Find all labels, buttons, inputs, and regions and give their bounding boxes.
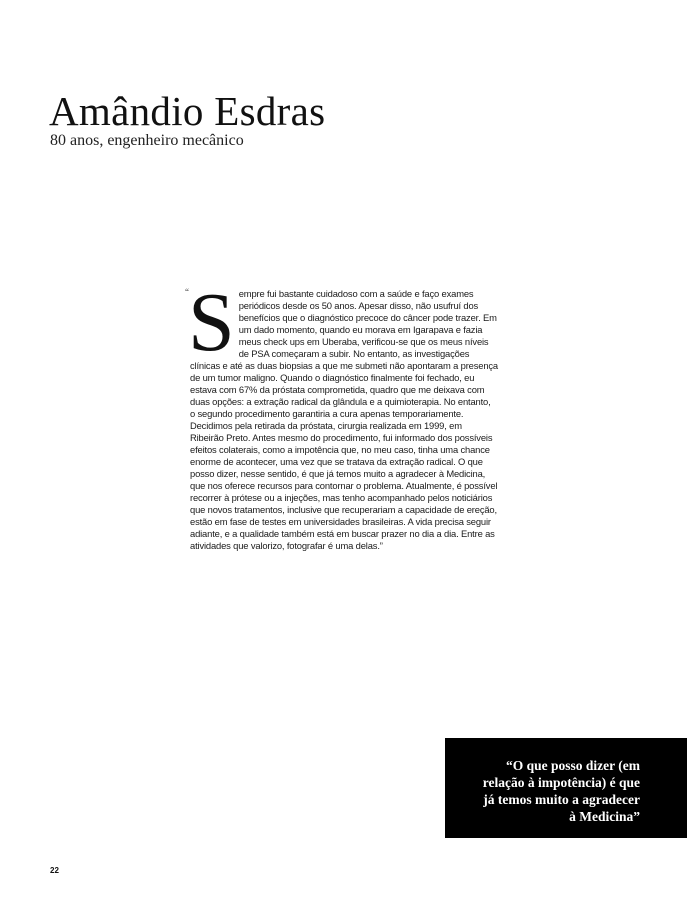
pull-quote-text: [480, 757, 640, 825]
pull-quote-content: “O que posso dizer (em relação à impotência) é que já temos muito a agradecer à Medicina”: [482, 758, 640, 824]
page-number: 22: [50, 866, 59, 875]
page-subtitle: 80 anos, engenheiro mecânico: [50, 132, 244, 149]
pull-quote-box: [445, 738, 687, 838]
article-text: empre fui bastante cuidadoso com a saúde e faço exames periódicos desde os 50 anos. Apesar disso, não usufruí dos benefícios que o diagnóstico precoce do câncer pode trazer. Em um dado momento, quando eu morava em Igarapava e fazia meus check ups em Uberaba, verificou-se que os meus níveis de PSA começaram a subir. No entanto, as investigações clínicas e até as duas biopsias a que me submeti não apontaram a presença de um tumor maligno. Quando o diagnóstico finalmente foi fechado, eu estava com 67% da próstata comprometida, quadro que me deixava com duas opções: a extração radical da glândula e a quimioterapia. No entanto, o segundo procedimento garantiria a cura apenas temporariamente. Decidimos pela retirada da próstata, cirurgia realizada em 1999, em Ribeirão Preto. Antes mesmo do procedimento, fui informado dos possíveis efeitos colaterais, como a impotência que, no meu caso, tinha uma chance enorme de acontecer, uma vez que se tratava da extração radical. O que posso dizer, nesse sentido, é que já temos muito a agradecer à Medicina, que nos oferece recursos para contornar o problema. Atualmente, é possível recorrer à prótese ou a injeções, mas tenho acompanhado pelos noticiários que novos tratamentos, inclusive que recuperariam a capacidade de ereção, estão em fase de testes em universidades brasileiras. A vida precisa seguir adiante, e a qualidade também está em buscar prazer no dia a dia. Entre as atividades que valorizo, fotografar é uma delas.”: [190, 288, 498, 551]
opening-quote-mark: “: [185, 287, 189, 297]
page-title: Amândio Esdras: [49, 88, 326, 134]
article-body: [185, 276, 498, 552]
drop-cap: S: [188, 276, 235, 369]
